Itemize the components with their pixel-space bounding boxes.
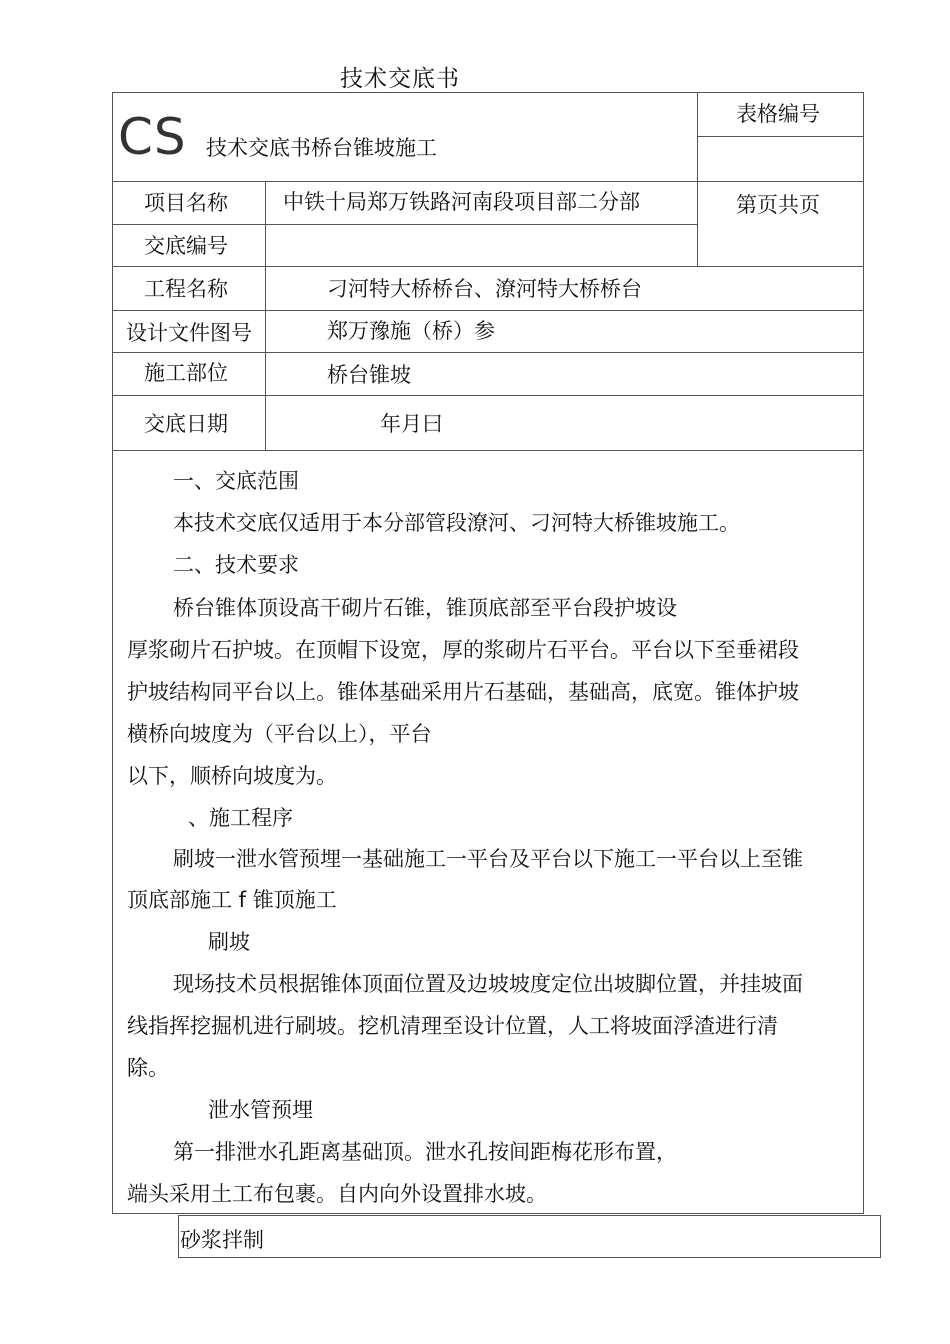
paragraph-line: 厚浆砌片石护坡。在顶帽下设宽，厚的浆砌片石平台。平台以下至垂裙段 [127,638,799,662]
field-label-project-name: 项目名称 [144,191,228,215]
paragraph-line: 第一排泄水孔距离基础顶。泄水孔按间距梅花形布置， [173,1140,677,1164]
company-logo: CS [118,108,187,166]
subsection-heading: 泄水管预埋 [208,1098,313,1122]
paragraph-line: 桥台锥体顶设髙干砌片石锥，锥顶底部至平台段护坡设 [173,596,677,620]
field-value-engineering-name: 刁河特大桥桥台、潦河特大桥桥台 [327,277,642,301]
paragraph-line: 顶底部施工 f 锥顶施工 [127,888,337,912]
paragraph-line: 端头采用土工布包裹。自内向外设置排水坡。 [127,1182,547,1206]
field-label-disclosure-date: 交底日期 [144,412,228,436]
document-subtitle: 技术交底书桥台锥坡施工 [206,136,437,160]
next-section-heading: 砂浆拌制 [180,1228,264,1252]
document-title: 技术交底书 [340,66,460,92]
paragraph-line: 横桥向坡度为（平台以上），平台 [127,722,432,746]
form-number-label: 表格编号 [736,102,820,126]
field-label-construction-part: 施工部位 [144,361,228,385]
field-label-disclosure-number: 交底编号 [144,234,228,258]
paragraph-line: 线指挥挖掘机进行刷坡。挖机清理至设计位置，人工将坡面浮渣进行清 [127,1014,778,1038]
next-section-box [178,1215,881,1258]
paragraph-line: 刷坡一泄水管预埋一基础施工一平台及平台以下施工一平台以上至锥 [173,847,803,871]
paragraph-line: 以下，顺桥向坡度为。 [127,764,337,788]
field-label-engineering-name: 工程名称 [144,277,228,301]
section-heading: 二、技术要求 [173,553,299,577]
subsection-heading: 刷坡 [208,930,250,954]
field-value-project-name: 中铁十局郑万铁路河南段项目部二分部 [283,190,640,214]
paragraph-line: 本技术交底仅适用于本分部管段潦河、刁河特大桥锥坡施工。 [173,511,740,535]
paragraph-line: 除。 [127,1056,169,1080]
field-value-disclosure-date: 年月曰 [380,412,443,436]
paragraph-line: 护坡结构同平台以上。锥体基础采用片石基础，基础高，底宽。锥体护坡 [127,680,799,704]
field-value-construction-part: 桥台锥坡 [327,363,411,387]
field-label-design-drawing-number: 设计文件图号 [126,322,252,345]
page-count-label: 第页共页 [736,193,820,217]
paragraph-line: 现场技术员根据锥体顶面位置及边坡坡度定位出坡脚位置，并挂坡面 [173,972,803,996]
section-heading: 一、交底范围 [173,469,299,493]
section-heading: 、施工程序 [188,806,293,830]
field-value-design-drawing-number: 郑万豫施（桥）参 [327,319,495,343]
